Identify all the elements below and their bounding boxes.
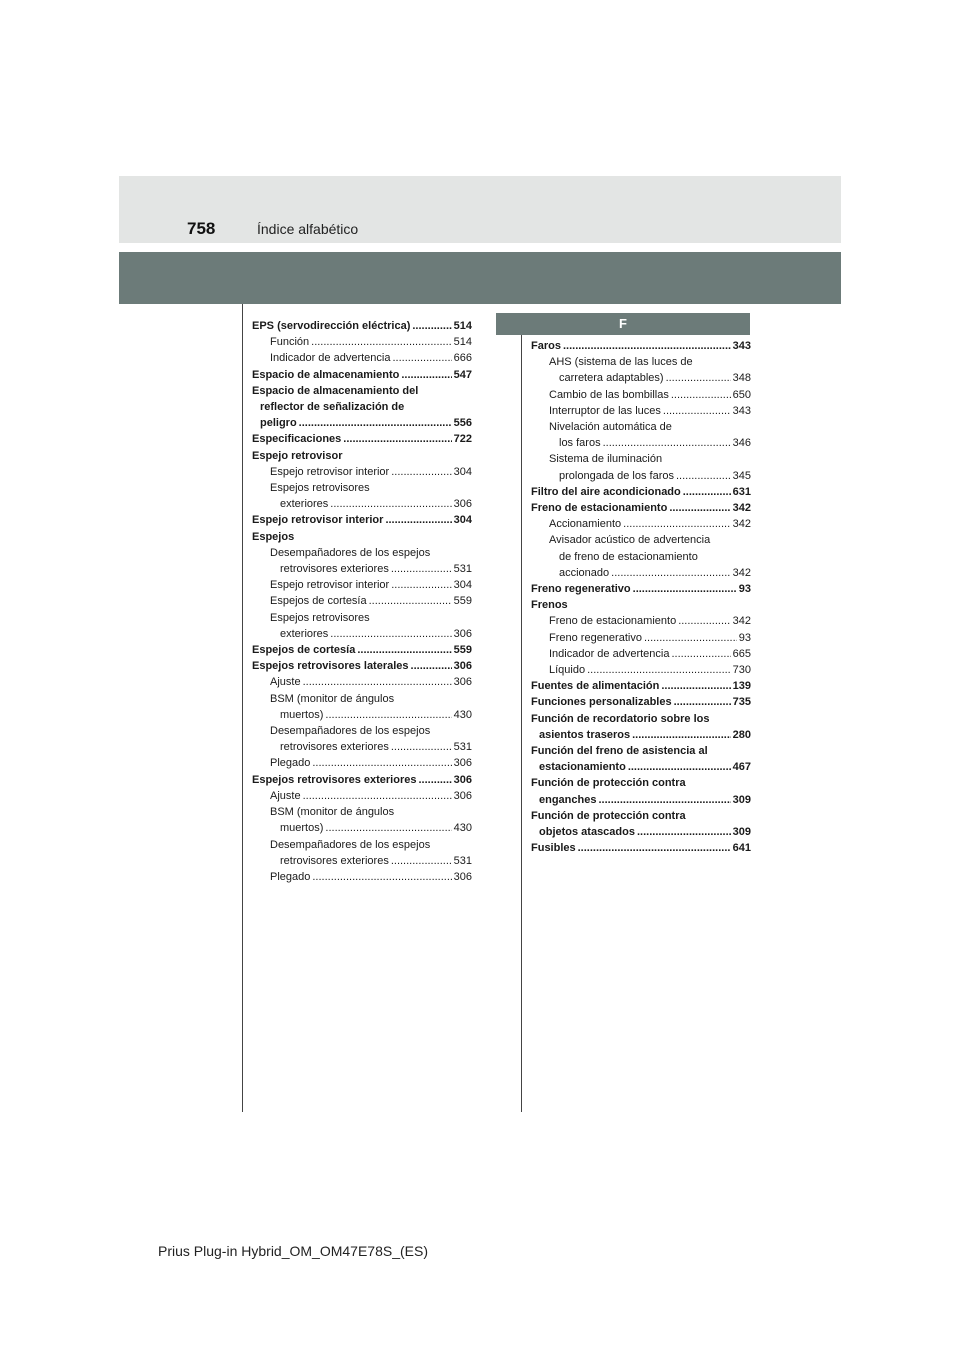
leader-dots: [671, 646, 730, 662]
index-entry: [252, 318, 472, 334]
index-entry: [531, 338, 751, 354]
index-entry: [252, 755, 472, 771]
index-entry: [252, 804, 472, 820]
index-entry-text: Especificaciones: [252, 433, 342, 446]
index-entry: [252, 642, 472, 658]
index-page-ref: 306: [453, 676, 472, 689]
page-number: 758: [187, 219, 216, 238]
index-entry: [531, 370, 751, 386]
index-entry: [531, 662, 751, 678]
index-page-ref: 730: [732, 664, 751, 677]
index-page-ref: 304: [453, 465, 472, 478]
index-page-ref: 306: [453, 789, 472, 802]
index-entry: [252, 691, 472, 707]
index-entry-text: exteriores: [280, 498, 329, 511]
index-entry: [531, 403, 751, 419]
index-entry: [252, 399, 472, 415]
index-entry-text: Espejo retrovisor interior: [270, 465, 390, 478]
index-page-ref: 345: [732, 469, 751, 482]
index-entry: [252, 496, 472, 512]
index-entry-text: BSM (monitor de ángulos: [270, 806, 395, 819]
index-entry-text: Freno de estacionamiento: [531, 502, 668, 515]
index-entry: [252, 739, 472, 755]
index-page-ref: 722: [453, 433, 472, 446]
index-entry: [531, 792, 751, 808]
index-entry-text: muertos): [280, 708, 324, 721]
index-page-ref: 342: [732, 615, 751, 628]
index-entry-text: retrovisores exteriores: [280, 854, 389, 867]
index-entry: [252, 383, 472, 399]
leader-dots: [391, 739, 452, 755]
index-entry-text: Espacio de almacenamiento: [252, 368, 400, 381]
index-entry: [531, 500, 751, 516]
index-entry: [531, 775, 751, 791]
index-page-ref: 304: [453, 579, 472, 592]
leader-dots: [325, 707, 451, 723]
index-entry-text: Espejos retrovisores: [270, 482, 370, 495]
index-entry: [531, 694, 751, 710]
index-entry: [252, 593, 472, 609]
index-page-ref: 342: [732, 518, 751, 531]
index-entry: [252, 723, 472, 739]
index-entry: [531, 354, 751, 370]
leader-dots: [312, 755, 451, 771]
leader-dots: [411, 658, 452, 674]
index-page-ref: 306: [453, 660, 472, 673]
index-entry: [252, 674, 472, 690]
index-entry-text: Freno regenerativo: [531, 583, 631, 596]
footer-doc-id: Prius Plug-in Hybrid_OM_OM47E78S_(ES): [158, 1243, 428, 1259]
index-entry-text: prolongada de los faros: [559, 469, 674, 482]
index-entry: [252, 480, 472, 496]
leader-dots: [357, 642, 451, 658]
index-entry-text: exteriores: [280, 627, 329, 640]
index-page-ref: 514: [453, 336, 472, 349]
leader-dots: [666, 370, 731, 386]
leader-dots: [663, 403, 731, 419]
leader-dots: [587, 662, 731, 678]
index-page-ref: 306: [453, 870, 472, 883]
index-entry-text: Desempañadores de los espejos: [270, 838, 431, 851]
index-page-ref: 306: [453, 757, 472, 770]
leader-dots: [412, 318, 451, 334]
index-entry: [252, 367, 472, 383]
index-entry-text: Sistema de iluminación: [549, 453, 663, 466]
index-entry-text: Faros: [531, 340, 561, 352]
index-entry-text: Función: [270, 336, 310, 349]
index-entry-text: Función de recordatorio sobre los: [531, 712, 710, 725]
leader-dots: [633, 581, 737, 597]
leader-dots: [632, 727, 731, 743]
index-entry-text: Interruptor de las luces: [549, 404, 661, 417]
index-entry: [252, 577, 472, 593]
leader-dots: [563, 338, 731, 354]
middle-rule: [521, 313, 522, 1112]
index-page-ref: 559: [453, 644, 472, 657]
index-page-ref: 631: [732, 485, 751, 498]
index-entry-text: Frenos: [531, 599, 568, 612]
index-entry-text: los faros: [559, 437, 601, 450]
index-entry: [252, 837, 472, 853]
index-entry-text: objetos atascados: [539, 826, 635, 839]
index-entry-text: enganches: [539, 793, 597, 806]
leader-dots: [392, 350, 451, 366]
index-page-ref: 547: [453, 368, 472, 381]
index-page-ref: 531: [453, 854, 472, 867]
index-entry-text: retrovisores exteriores: [280, 741, 389, 754]
index-page-ref: 306: [453, 627, 472, 640]
index-entry: [531, 630, 751, 646]
index-page-ref: 343: [732, 404, 751, 417]
index-entry-text: EPS (servodirección eléctrica): [252, 320, 411, 332]
leader-dots: [671, 387, 731, 403]
leader-dots: [369, 593, 452, 609]
index-entry-text: Espejos: [252, 530, 295, 543]
leader-dots: [391, 577, 451, 593]
index-entry-text: Indicador de advertencia: [549, 647, 670, 660]
index-entry: [531, 646, 751, 662]
index-entry: [531, 678, 751, 694]
index-entry: [252, 869, 472, 885]
index-page-ref: 139: [732, 680, 751, 693]
leader-dots: [311, 334, 452, 350]
index-entry: [252, 626, 472, 642]
index-entry-text: Espejos de cortesía: [252, 644, 356, 657]
index-page-ref: 342: [732, 502, 751, 515]
index-entry-text: AHS (sistema de las luces de: [549, 356, 693, 369]
index-entry: [252, 448, 472, 464]
index-entry: [531, 435, 751, 451]
index-entry: [531, 759, 751, 775]
index-entry: [531, 808, 751, 824]
index-entry: [252, 561, 472, 577]
index-entry: [531, 743, 751, 759]
index-page-ref: 514: [453, 320, 472, 332]
index-entry-text: muertos): [280, 822, 324, 835]
index-entry: [531, 565, 751, 581]
index-entry: [531, 597, 751, 613]
leader-dots: [385, 512, 451, 528]
index-entry-text: BSM (monitor de ángulos: [270, 692, 395, 705]
index-entry: [531, 484, 751, 500]
index-entry: [252, 610, 472, 626]
index-entry: [531, 711, 751, 727]
leader-dots: [678, 613, 730, 629]
index-entry: [252, 512, 472, 528]
index-entry-text: asientos traseros: [539, 728, 631, 741]
index-entry-text: Plegado: [270, 870, 311, 883]
leader-dots: [391, 853, 452, 869]
index-page-ref: 306: [453, 773, 472, 786]
leader-dots: [391, 464, 451, 480]
index-entry: [252, 415, 472, 431]
index-entry-text: Cambio de las bombillas: [549, 388, 669, 401]
index-entry: [531, 387, 751, 403]
index-page-ref: 556: [453, 417, 472, 430]
index-page-ref: 304: [453, 514, 472, 527]
index-entry: [252, 334, 472, 350]
leader-dots: [312, 869, 451, 885]
index-entry: [252, 350, 472, 366]
index-page-ref: 93: [738, 631, 751, 644]
index-entry: [531, 824, 751, 840]
index-entry-text: Espejos de cortesía: [270, 595, 367, 608]
index-entry-text: Freno de estacionamiento: [549, 615, 677, 628]
index-entry-text: Filtro del aire acondicionado: [531, 485, 681, 498]
index-entry: [531, 451, 751, 467]
index-column-2: [531, 338, 751, 857]
index-entry-text: peligro: [260, 417, 297, 430]
index-page-ref: 559: [453, 595, 472, 608]
index-entry-text: Espejo retrovisor: [252, 449, 343, 462]
index-entry-text: Función de protección contra: [531, 809, 686, 822]
index-entry-text: accionado: [559, 566, 610, 579]
index-entry-text: Espejos retrovisores exteriores: [252, 773, 417, 786]
index-entry: [531, 419, 751, 435]
leader-dots: [303, 674, 452, 690]
index-page-ref: 348: [732, 372, 751, 385]
index-page-ref: 467: [732, 761, 751, 774]
index-entry-text: Función de protección contra: [531, 777, 686, 790]
leader-dots: [391, 561, 452, 577]
index-entry-text: Accionamiento: [549, 518, 622, 531]
index-entry: [252, 545, 472, 561]
index-entry: [252, 772, 472, 788]
header-dark-band: [119, 252, 841, 304]
leader-dots: [637, 824, 731, 840]
index-entry-text: Espejos retrovisores laterales: [252, 660, 409, 673]
leader-dots: [343, 431, 451, 447]
leader-dots: [330, 626, 451, 642]
index-entry-text: Ajuste: [270, 676, 301, 689]
index-entry: [531, 727, 751, 743]
index-entry-text: Líquido: [549, 664, 586, 677]
index-page-ref: 342: [732, 566, 751, 579]
index-entry-text: Freno regenerativo: [549, 631, 642, 644]
index-entry-text: Nivelación automática de: [549, 421, 672, 434]
index-entry-text: Plegado: [270, 757, 311, 770]
index-page-ref: 93: [738, 583, 751, 596]
index-entry-text: Avisador acústico de advertencia: [549, 534, 711, 547]
section-title: Índice alfabético: [257, 221, 359, 237]
index-entry-text: Ajuste: [270, 789, 301, 802]
index-page-ref: 735: [732, 696, 751, 709]
index-entry-text: de freno de estacionamiento: [559, 550, 698, 563]
index-page-ref: 280: [732, 728, 751, 741]
index-page-ref: 430: [453, 708, 472, 721]
leader-dots: [644, 630, 737, 646]
index-entry-text: Espejos retrovisores: [270, 611, 370, 624]
leader-dots: [669, 500, 730, 516]
leader-dots: [623, 516, 730, 532]
leader-dots: [628, 759, 731, 775]
index-entry: [252, 658, 472, 674]
index-entry-text: Fusibles: [531, 842, 576, 855]
letter-f-heading: F: [496, 313, 750, 335]
leader-dots: [674, 694, 731, 710]
index-entry-text: Desempañadores de los espejos: [270, 725, 431, 738]
index-entry: [531, 581, 751, 597]
leader-dots: [676, 468, 731, 484]
index-entry-text: Fuentes de alimentación: [531, 680, 660, 693]
index-page-ref: 430: [453, 822, 472, 835]
index-entry-text: retrovisores exteriores: [280, 563, 389, 576]
index-page-ref: 306: [453, 498, 472, 511]
index-entry: [252, 707, 472, 723]
header-top-band: [119, 176, 841, 243]
index-entry: [531, 532, 751, 548]
index-entry-text: Espacio de almacenamiento del: [252, 384, 419, 397]
index-page-ref: 346: [732, 437, 751, 450]
index-column-1: [252, 318, 472, 885]
leader-dots: [401, 367, 451, 383]
index-page-ref: 531: [453, 741, 472, 754]
index-entry: [531, 613, 751, 629]
index-page-ref: 666: [453, 352, 472, 365]
index-entry-text: Función del freno de asistencia al: [531, 745, 708, 758]
index-entry-text: Espejo retrovisor interior: [270, 579, 390, 592]
index-entry-text: Indicador de advertencia: [270, 352, 391, 365]
index-entry: [252, 788, 472, 804]
left-rule: [242, 304, 243, 1112]
index-page-ref: 309: [732, 793, 751, 806]
index-entry: [252, 529, 472, 545]
leader-dots: [303, 788, 452, 804]
index-entry-text: estacionamiento: [539, 761, 626, 774]
leader-dots: [603, 435, 731, 451]
index-page-ref: 531: [453, 563, 472, 576]
leader-dots: [299, 415, 452, 431]
index-page-ref: 665: [732, 647, 751, 660]
leader-dots: [598, 792, 730, 808]
index-entry: [531, 516, 751, 532]
index-entry: [252, 853, 472, 869]
leader-dots: [661, 678, 730, 694]
index-entry-text: Funciones personalizables: [531, 696, 672, 709]
leader-dots: [611, 565, 730, 581]
index-entry: [252, 431, 472, 447]
index-entry: [531, 468, 751, 484]
index-entry: [531, 549, 751, 565]
index-entry-text: Espejo retrovisor interior: [252, 514, 384, 527]
index-page-ref: 309: [732, 826, 751, 839]
leader-dots: [578, 840, 731, 856]
index-entry-text: Desempañadores de los espejos: [270, 546, 431, 559]
index-entry-text: reflector de señalización de: [260, 401, 405, 414]
leader-dots: [330, 496, 451, 512]
leader-dots: [325, 820, 451, 836]
leader-dots: [418, 772, 451, 788]
index-page-ref: 641: [732, 842, 751, 855]
leader-dots: [683, 484, 731, 500]
index-entry: [531, 840, 751, 856]
index-entry: [252, 464, 472, 480]
index-page-ref: 650: [732, 388, 751, 401]
index-entry-text: carretera adaptables): [559, 372, 664, 385]
index-page-ref: 343: [732, 340, 751, 352]
index-entry: [252, 820, 472, 836]
